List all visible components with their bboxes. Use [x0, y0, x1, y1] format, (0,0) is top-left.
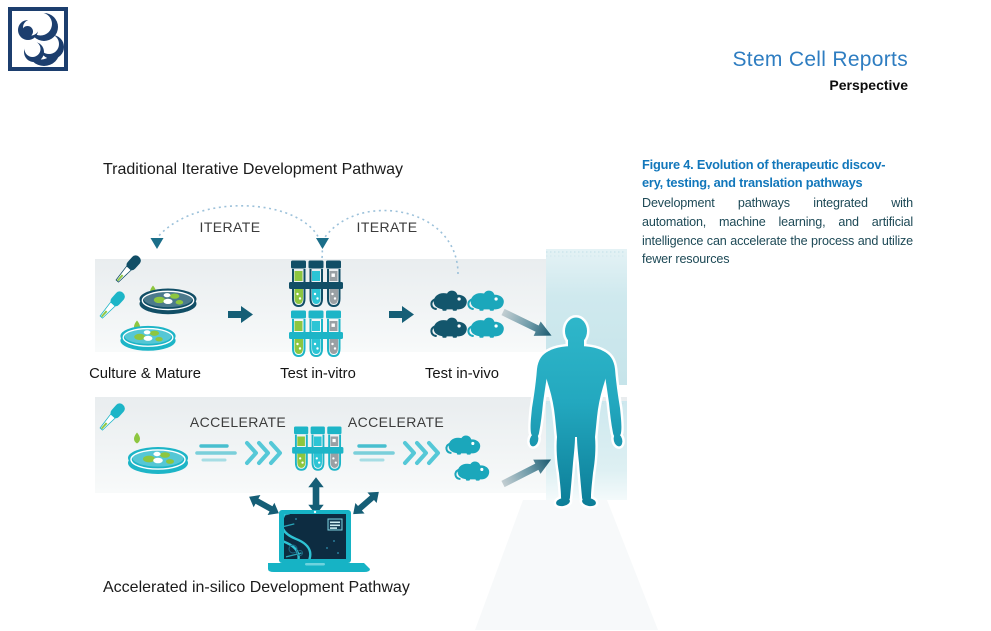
- pathway-title-traditional: Traditional Iterative Development Pathway: [103, 161, 403, 178]
- step-label-test-in-vitro: Test in-vitro: [280, 366, 356, 382]
- figure-caption: [642, 156, 913, 269]
- journal-title: Stem Cell Reports: [732, 48, 908, 71]
- figure-caption-heading-line-1: Figure 4. Evolution of therapeutic discov-: [642, 157, 886, 172]
- pathway-title-accelerated: Accelerated in-silico Development Pathway: [103, 579, 410, 596]
- test-tubes-icon: [293, 427, 343, 470]
- laptop-dna-icon: [267, 506, 370, 574]
- accelerate-label-1: ACCELERATE: [189, 414, 287, 430]
- iterate-label-2: ITERATE: [356, 219, 418, 235]
- petri-dish-icon: [128, 447, 188, 474]
- article-type: Perspective: [829, 77, 908, 93]
- iterate-label-1: ITERATE: [199, 219, 261, 235]
- step-label-test-in-vivo: Test in-vivo: [424, 366, 500, 382]
- journal-logo: [8, 7, 68, 71]
- accelerate-label-2: ACCELERATE: [347, 414, 445, 430]
- figure-caption-heading-line-2: ery, testing, and translation pathways: [642, 175, 863, 191]
- step-label-culture-mature: Culture & Mature: [89, 366, 201, 382]
- figure-caption-body: Development pathways integrated with automation, machine learning, and artificial intelligence can accelerate the process and utilize fewer resources: [642, 196, 913, 267]
- light-cone: [475, 500, 658, 630]
